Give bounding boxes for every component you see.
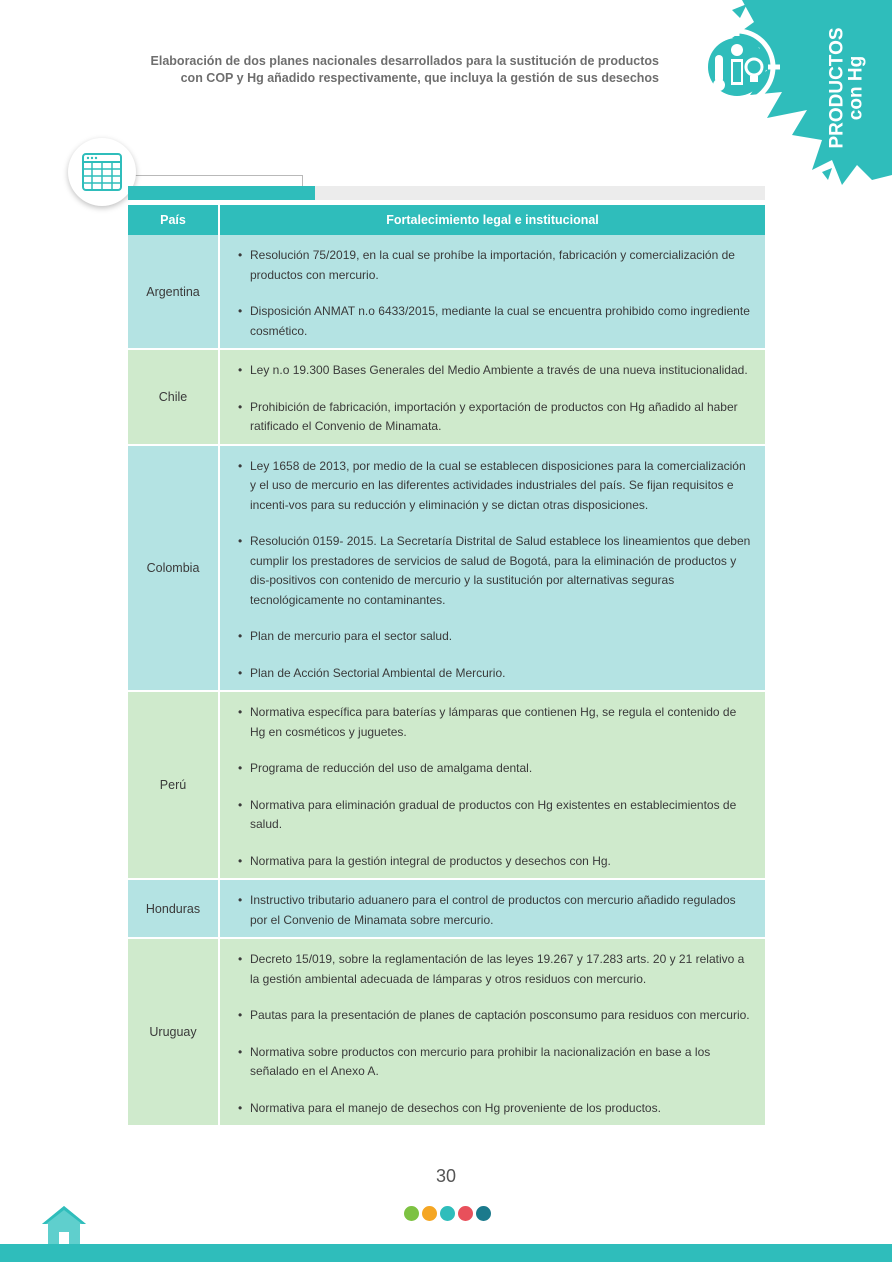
section-dots <box>404 1206 491 1221</box>
measures-list <box>221 693 764 877</box>
title-bar-accent <box>128 186 315 200</box>
measures-list <box>221 236 764 347</box>
country-cell: Colombia <box>128 445 219 692</box>
measures-list <box>221 940 764 1124</box>
home-icon[interactable] <box>40 1204 88 1246</box>
list-item: • Prohibición de fabricación, importación y exportación de productos con Hg añadido al haber ratificado el Convenio de Minamata. <box>241 398 754 437</box>
table-row-colombia <box>128 445 765 692</box>
list-item: • Instructivo tributario aduanero para el control de productos con mercurio añadido regulados por el Convenio de Minamata sobre mercurio. <box>241 891 754 930</box>
section-dot[interactable] <box>458 1206 473 1221</box>
list-item: • Ley n.o 19.300 Bases Generales del Medio Ambiente a través de una nueva institucionalidad. <box>241 361 754 381</box>
measures-list <box>221 351 764 443</box>
table-row-uruguay <box>128 938 765 1125</box>
country-cell: Chile <box>128 349 219 445</box>
section-dot[interactable] <box>440 1206 455 1221</box>
list-item: • Normativa específica para baterías y lámparas que contienen Hg, se regula el contenido de Hg en cosméticos y juguetes. <box>241 703 754 742</box>
table-row-chile <box>128 349 765 445</box>
table-icon <box>82 153 122 191</box>
country-cell: Uruguay <box>128 938 219 1125</box>
header-line-2: con COP y Hg añadido respectivamente, que incluya la gestión de sus desechos <box>180 71 659 85</box>
table-row-honduras <box>128 879 765 938</box>
country-cell: Argentina <box>128 235 219 349</box>
list-item: • Decreto 15/019, sobre la reglamentación de las leyes 19.267 y 17.283 arts. 20 y 21 relativo a la gestión ambiental adecuada de lámparas y otros residuos con mercurio. <box>241 950 754 989</box>
list-item: • Programa de reducción del uso de amalgama dental. <box>241 759 754 779</box>
brand-badge <box>672 0 892 185</box>
section-dot[interactable] <box>404 1206 419 1221</box>
list-item: • Normativa para la gestión integral de productos y desechos con Hg. <box>241 852 754 872</box>
brand-label <box>824 28 870 148</box>
list-item: • Normativa sobre productos con mercurio para prohibir la nacionalización en base a los señalado en el Anexo A. <box>241 1043 754 1082</box>
country-cell: Perú <box>128 691 219 879</box>
page-number: 30 <box>435 1166 457 1186</box>
table-header-row <box>128 205 765 235</box>
list-item: • Resolución 0159- 2015. La Secretaría Distrital de Salud establece los lineamientos que deben cumplir los prestadores de servicios de salud de Bogotá, para la eliminación de productos y dis-positivos con contenido de mercurio y la sustitución por alternativas seguras tecnológicamente no contaminantes. <box>241 532 754 610</box>
header-strengthening: Fortalecimiento legal e institucional <box>219 205 765 235</box>
table-badge <box>68 138 136 206</box>
title-bar-track <box>315 186 765 200</box>
list-item: • Normativa para eliminación gradual de productos con Hg existentes en establecimientos de salud. <box>241 796 754 835</box>
brand-line-2: con Hg <box>846 55 867 121</box>
country-cell: Honduras <box>128 879 219 938</box>
document-header <box>139 53 659 87</box>
section-dot[interactable] <box>422 1206 437 1221</box>
list-item: • Ley 1658 de 2013, por medio de la cual se establecen disposiciones para la comercialización y el uso de mercurio en las diferentes actividades industriales del país. Se fijan requisitos e incenti-vos para su reducción y eliminación y se dictan otras disposiciones. <box>241 457 754 516</box>
header-line-1: Elaboración de dos planes nacionales desarrollados para la sustitución de productos <box>150 54 659 68</box>
list-item: • Resolución 75/2019, en la cual se prohíbe la importación, fabricación y comercialización de productos con mercurio. <box>241 246 754 285</box>
measures-list <box>221 447 764 690</box>
thermometer-lightbulb-target-icon <box>692 22 782 112</box>
list-item: • Pautas para la presentación de planes de captación posconsumo para residuos con mercurio. <box>241 1006 754 1026</box>
table-row-peru <box>128 691 765 879</box>
list-item: • Normativa para el manejo de desechos con Hg proveniente de los productos. <box>241 1099 754 1119</box>
measures-list <box>221 881 764 936</box>
section-dot[interactable] <box>476 1206 491 1221</box>
list-item: • Plan de mercurio para el sector salud. <box>241 627 754 647</box>
list-item: • Plan de Acción Sectorial Ambiental de Mercurio. <box>241 664 754 684</box>
header-country: País <box>128 205 219 235</box>
brand-line-1: PRODUCTOS <box>827 27 848 149</box>
footer-bar <box>0 1244 892 1262</box>
legal-framework-table <box>128 205 765 1125</box>
list-item: • Disposición ANMAT n.o 6433/2015, mediante la cual se encuentra prohibido como ingrediente cosmético. <box>241 302 754 341</box>
table-row-argentina <box>128 235 765 349</box>
